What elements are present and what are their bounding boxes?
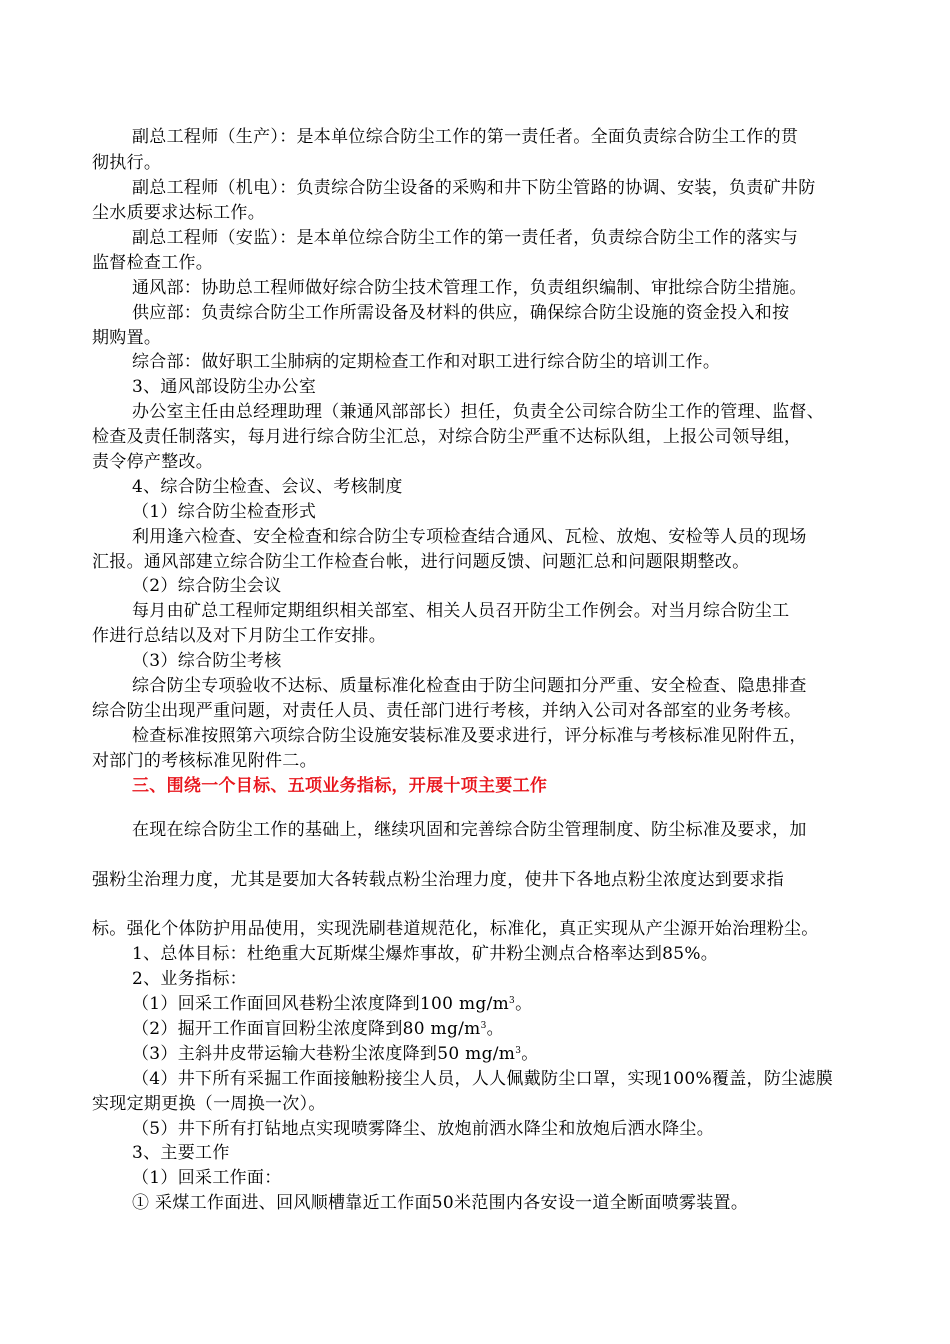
text-line: 3、通风部设防尘办公室: [132, 377, 317, 397]
superscript: 3: [509, 996, 516, 1006]
text-line: 汇报。通风部建立综合防尘工作检查台帐，进行问题反馈、问题汇总和问题限期整改。: [92, 552, 750, 572]
text-line: 供应部：负责综合防尘工作所需设备及材料的供应，确保综合防尘设施的资金投入和按: [132, 303, 790, 323]
text-line: 办公室主任由总经理助理（兼通风部部长）担任，负责全公司综合防尘工作的管理、监督、: [132, 402, 824, 422]
text-line: 实现定期更换（一周换一次）。: [92, 1094, 326, 1114]
text-line: 对部门的考核标准见附件二。: [92, 751, 317, 771]
text-line: [132, 992, 950, 1016]
text-line: ① 采煤工作面进、回风顺槽靠近工作面50米范围内各安设一道全断面喷雾装置。: [132, 1193, 749, 1213]
text-line: 综合防尘专项验收不达标、质量标准化检查由于防尘问题扣分严重、安全检查、隐患排查: [132, 676, 807, 696]
text-line: 副总工程师（安监）：是本单位综合防尘工作的第一责任者，负责综合防尘工作的落实与: [132, 228, 799, 248]
text-line: 在现在综合防尘工作的基础上，继续巩固和完善综合防尘管理制度、防尘标准及要求，加: [132, 820, 807, 840]
text-line: （4）井下所有采掘工作面接触粉接尘人员，人人佩戴防尘口罩，实现100%覆盖，防尘滤膜: [132, 1069, 834, 1089]
text-line: 综合防尘出现严重问题，对责任人员、责任部门进行考核，并纳入公司对各部室的业务考核。: [92, 701, 802, 721]
text-line: 监督检查工作。: [92, 253, 214, 273]
text-after: 。: [521, 1044, 539, 1064]
text-line: 检查标准按照第六项综合防尘设施安装标准及要求进行，评分标准与考核标准见附件五，: [132, 726, 807, 746]
text-line: 副总工程师（机电）：负责综合防尘设备的采购和井下防尘管路的协调、安装，负责矿井防: [132, 178, 816, 198]
text-line: 通风部：协助总工程师做好综合防尘技术管理工作，负责组织编制、审批综合防尘措施。: [132, 278, 807, 298]
text-line: 尘水质要求达标工作。: [92, 203, 265, 223]
text-main: （2）掘开工作面盲回粉尘浓度降到80 mg/m: [132, 1019, 481, 1039]
text-line: [132, 1017, 950, 1041]
text-line: 3、主要工作: [132, 1143, 230, 1163]
text-line: （2）综合防尘会议: [132, 576, 282, 596]
text-line: 2、业务指标：: [132, 969, 247, 989]
text-line: 利用逢六检查、安全检查和综合防尘专项检查结合通风、瓦检、放炮、安检等人员的现场: [132, 527, 807, 547]
text-after: 。: [515, 994, 533, 1014]
section-heading: 三、围绕一个目标、五项业务指标，开展十项主要工作: [132, 776, 548, 796]
text-line: 每月由矿总工程师定期组织相关部室、相关人员召开防尘工作例会。对当月综合防尘工: [132, 601, 790, 621]
text-line: [132, 1042, 950, 1066]
text-main: （3）主斜井皮带运输大巷粉尘浓度降到50 mg/m: [132, 1044, 516, 1064]
text-line: 彻执行。: [92, 153, 162, 173]
text-line: 检查及责任制落实，每月进行综合防尘汇总，对综合防尘严重不达标队组，上报公司领导组，: [92, 427, 802, 447]
text-line: 1、总体目标：杜绝重大瓦斯煤尘爆炸事故，矿井粉尘测点合格率达到85%。: [132, 944, 719, 964]
text-line: 期购置。: [92, 328, 162, 348]
text-line: （1）综合防尘检查形式: [132, 502, 317, 522]
text-line: 副总工程师（生产）：是本单位综合防尘工作的第一责任者。全面负责综合防尘工作的贯: [132, 127, 799, 147]
text-line: 4、综合防尘检查、会议、考核制度: [132, 477, 403, 497]
superscript: 3: [480, 1021, 487, 1031]
text-line: 责令停产整改。: [92, 452, 214, 472]
text-line: 综合部：做好职工尘肺病的定期检查工作和对职工进行综合防尘的培训工作。: [132, 352, 721, 372]
text-main: （1）回采工作面回风巷粉尘浓度降到100 mg/m: [132, 994, 510, 1014]
text-line: （1）回采工作面：: [132, 1168, 282, 1188]
text-line: 标。强化个体防护用品使用，实现洗刷巷道规范化，标准化，真正实现从产尘源开始治理粉尘。: [92, 919, 819, 939]
text-line: 强粉尘治理力度，尤其是要加大各转载点粉尘治理力度，使井下各地点粉尘浓度达到要求指: [92, 870, 784, 890]
text-line: （3）综合防尘考核: [132, 651, 282, 671]
text-after: 。: [486, 1019, 504, 1039]
text-line: （5）井下所有打钻地点实现喷雾降尘、放炮前洒水降尘和放炮后洒水降尘。: [132, 1119, 715, 1139]
text-line: 作进行总结以及对下月防尘工作安排。: [92, 626, 387, 646]
superscript: 3: [515, 1046, 522, 1056]
